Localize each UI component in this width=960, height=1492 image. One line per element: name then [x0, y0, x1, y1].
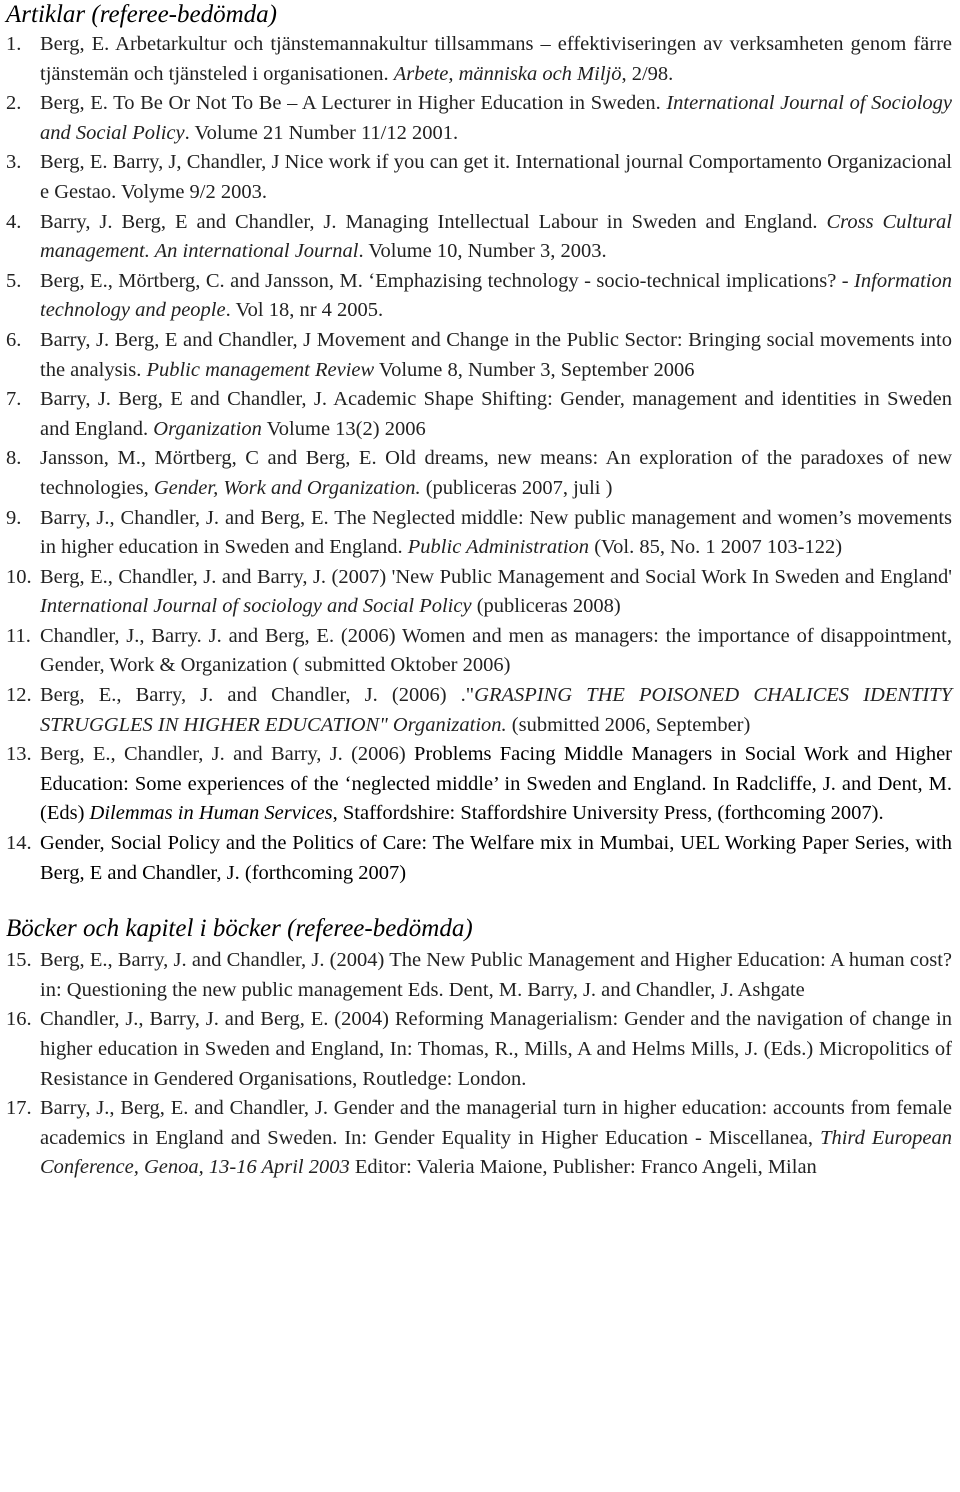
reference-number: 11.: [6, 624, 31, 647]
reference-title-italic: Cross Cultural management. An international Journal: [40, 210, 952, 263]
reference-text: Barry, J., Berg, E. and Chandler, J. Gender and the managerial turn in higher education: accounts from female academics in England and Sweden. In: Gender Equality in Higher Education - Miscellanea,: [40, 1097, 952, 1149]
reference-item: [6, 444, 952, 503]
reference-text: Berg, E., Barry, J. and Chandler, J. (2004) The New Public Management and Higher Education: A human cost? in: Questioning the new public management Eds. Dent, M. Barry, J. and Chandler, J. Ashgate: [40, 949, 952, 1001]
reference-number: 3.: [6, 151, 22, 174]
reference-item: [6, 1005, 952, 1094]
reference-text: Volume 8, Number 3, September 2006: [374, 358, 695, 381]
reference-number: 10.: [6, 565, 32, 588]
reference-text: Volume 13(2) 2006: [261, 417, 426, 440]
reference-item: [6, 946, 952, 1005]
reference-text: . Vol 18, nr 4 2005.: [225, 299, 384, 322]
reference-item: [6, 740, 952, 829]
reference-title-italic: International Journal of Sociology and Social Policy: [40, 92, 952, 144]
reference-number: 14.: [6, 832, 32, 855]
section-heading-books: Böcker och kapitel i böcker (referee-bedömda): [6, 915, 473, 943]
reference-number: 1.: [6, 33, 22, 55]
reference-item: [6, 30, 952, 89]
reference-text: (publiceras 2008): [471, 595, 621, 618]
reference-number: 12.: [6, 684, 32, 707]
article-reference-list: [6, 30, 952, 888]
reference-title-italic: Third European Conference, Genoa, 13-16 April 2003: [40, 1126, 952, 1179]
reference-text: Berg, E. Barry, J, Chandler, J Nice work if you can get it. International journal Comportamento Organizacional e Gestao. Volyme 9/2 2003.: [40, 151, 952, 203]
reference-text: , Staffordshire: Staffordshire University Press, (forthcoming 2007).: [332, 802, 884, 825]
reference-text: . Volume 10, Number 3, 2003.: [358, 240, 607, 263]
reference-title-italic: Information technology and people: [40, 269, 952, 322]
reference-title-italic: Gender, Work and Organization.: [153, 476, 421, 499]
reference-title-italic: International Journal of sociology and Social Policy: [40, 595, 472, 618]
reference-text: Jansson, M., Mörtberg, C and Berg, E. Old dreams, new means: An exploration of the paradoxes of new technologies,: [40, 447, 952, 499]
reference-text: Berg, E. Arbetarkultur och tjänstemannakultur tillsammans – effektiviseringen av verksamheten genom färre tjänstemän och tjänsteled i organisationen.: [40, 33, 952, 85]
reference-text: Gender, Social Policy and the Politics of Care: The Welfare mix in Mumbai, UEL Working Paper Series, with Berg, E and Chandler, J. (forthcoming 2007): [40, 832, 952, 884]
reference-title-italic: Public Administration: [407, 536, 590, 559]
reference-text: (publiceras 2007, juli ): [420, 476, 613, 499]
reference-text: Barry, J., Chandler, J. and Berg, E. The Neglected middle: New public management and women’s movements in higher education in Sweden and England.: [40, 506, 952, 559]
section-heading-articles: Artiklar (referee-bedömda): [6, 1, 277, 28]
reference-text: Berg, E. To Be Or Not To Be – A Lecturer in Higher Education in Sweden.: [40, 92, 667, 115]
reference-text: (Vol. 85, No. 1 2007 103-122): [589, 536, 843, 559]
reference-item: [6, 563, 952, 622]
reference-number: 13.: [6, 743, 32, 766]
reference-number: 17.: [6, 1097, 32, 1120]
reference-item: [6, 385, 952, 444]
reference-number: 7.: [6, 388, 22, 411]
reference-item: [6, 208, 952, 267]
reference-title-italic: GRASPING THE POISONED CHALICES IDENTITY STRUGGLES IN HIGHER EDUCATION" Organization.: [40, 684, 952, 736]
reference-text: Chandler, J., Barry, J. and Berg, E. (2004) Reforming Managerialism: Gender and the navigation of change in higher education in Sweden and England, In: Thomas, R., Mills, A and Helms Mills, J. (Eds.) Micropolitics of Resistance in Gendered Organisations, Routledge: London.: [40, 1008, 952, 1090]
reference-title-italic: Dilemmas in Human Services: [89, 802, 333, 825]
reference-number: 8.: [6, 447, 22, 470]
reference-number: 15.: [6, 949, 32, 972]
reference-text: Editor: Valeria Maione, Publisher: Franco Angeli, Milan: [349, 1156, 817, 1179]
reference-text: Barry, J. Berg, E and Chandler, J Movement and Change in the Public Sector: Bringing social movements into the analysis.: [40, 328, 952, 381]
reference-text: , 2/98.: [621, 62, 674, 85]
reference-text: Berg, E., Mörtberg, C. and Jansson, M. ‘Emphazising technology - socio-technical implications? -: [40, 269, 855, 292]
reference-text: Barry, J. Berg, E and Chandler, J. Managing Intellectual Labour in Sweden and England.: [40, 210, 827, 233]
reference-title-italic: Organization: [153, 417, 262, 440]
reference-title-italic: Public management Review: [146, 358, 375, 381]
reference-item: [6, 504, 952, 563]
reference-item: [6, 89, 952, 148]
reference-text: Chandler, J., Barry. J. and Berg, E. (2006) Women and men as managers: the importance of disappointment, Gender, Work & Organization ( submitted Oktober 2006): [40, 624, 952, 677]
reference-number: 5.: [6, 269, 22, 292]
reference-title-italic: Arbete, människa och Miljö: [393, 62, 622, 85]
reference-item: [6, 326, 952, 385]
reference-number: 9.: [6, 506, 22, 529]
reference-text: Berg, E., Chandler, J. and Barry, J. (2007) 'New Public Management and Social Work In Sweden and England': [40, 565, 952, 588]
reference-text: . Volume 21 Number 11/12 2001.: [184, 121, 459, 144]
reference-number: 6.: [6, 328, 22, 351]
reference-number: 16.: [6, 1008, 32, 1031]
reference-text: (submitted 2006, September): [506, 713, 751, 736]
reference-item: [6, 148, 952, 207]
reference-item: [6, 267, 952, 326]
reference-text: Berg, E., Chandler, J. and Barry, J. (2006): [40, 743, 415, 766]
reference-number: 2.: [6, 92, 22, 115]
book-reference-list: [6, 946, 952, 1183]
reference-item: [6, 622, 952, 681]
reference-item: [6, 1094, 952, 1183]
reference-text: Problems Facing Middle Managers in Social Work and Higher Education: Some experiences of the ‘neglected middle’ in Sweden and England. In Radcliffe, J. and Dent, M. (Eds): [40, 743, 952, 825]
reference-text: Barry, J. Berg, E and Chandler, J. Academic Shape Shifting: Gender, management and identities in Sweden and England.: [40, 388, 952, 440]
reference-item: [6, 681, 952, 740]
reference-number: 4.: [6, 210, 22, 233]
reference-text: Berg, E., Barry, J. and Chandler, J. (2006) .": [40, 684, 475, 707]
reference-item: [6, 829, 952, 888]
